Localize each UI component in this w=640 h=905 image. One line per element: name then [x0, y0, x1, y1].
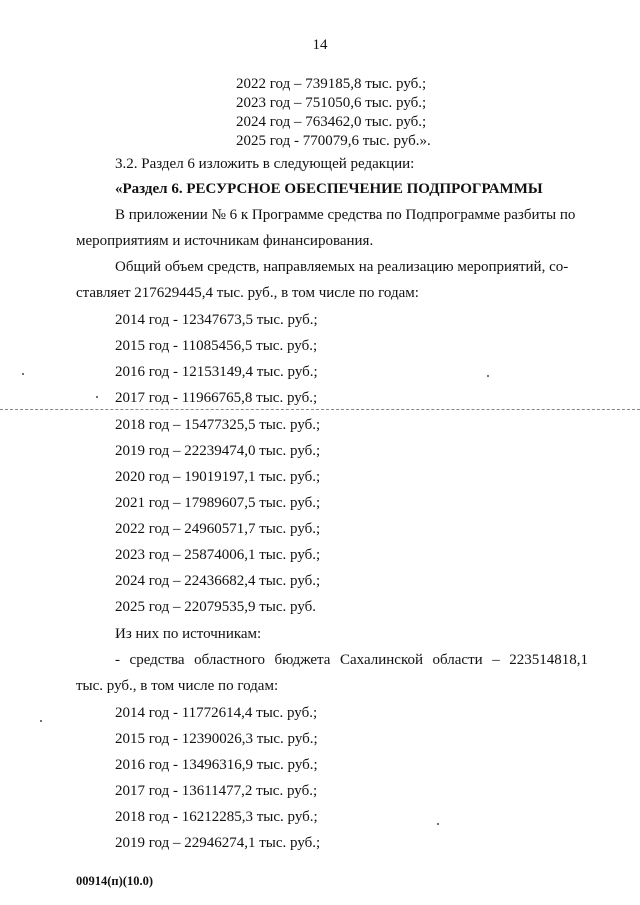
regional-year-line: 2015 год - 12390026,3 тыс. руб.; [115, 731, 318, 747]
regional-year-line: 2016 год - 13496316,9 тыс. руб.; [115, 757, 318, 773]
total-year-line: 2023 год – 25874006,1 тыс. руб.; [115, 547, 321, 563]
page-number: 14 [312, 37, 328, 53]
sources-intro: Из них по источникам: [115, 626, 262, 642]
total-year-line: 2017 год - 11966765,8 тыс. руб.; [115, 390, 318, 406]
regional-budget-line: тыс. руб., в том числе по годам: [76, 678, 279, 694]
scan-speck [22, 373, 24, 375]
total-year-line: 2025 год – 22079535,9 тыс. руб. [115, 599, 317, 615]
document-code: 00914(п)(10.0) [76, 874, 153, 888]
top-year-line: 2024 год – 763462,0 тыс. руб.; [236, 114, 427, 130]
scan-speck [437, 823, 439, 825]
top-year-line: 2022 год – 739185,8 тыс. руб.; [236, 76, 427, 92]
regional-budget-line: - средства областного бюджета Сахалинской области – 223514818,1 [115, 652, 588, 668]
regional-year-line: 2019 год – 22946274,1 тыс. руб.; [115, 835, 321, 851]
scan-speck [96, 396, 98, 398]
total-year-line: 2015 год - 11085456,5 тыс. руб.; [115, 338, 318, 354]
paragraph-line: ставляет 217629445,4 тыс. руб., в том числе по годам: [76, 285, 419, 301]
section-heading: «Раздел 6. РЕСУРСНОЕ ОБЕСПЕЧЕНИЕ ПОДПРОГРАММЫ [115, 181, 543, 197]
total-year-line: 2020 год – 19019197,1 тыс. руб.; [115, 469, 321, 485]
top-year-line: 2023 год – 751050,6 тыс. руб.; [236, 95, 427, 111]
section-instruction: 3.2. Раздел 6 изложить в следующей редакции: [115, 156, 415, 172]
total-year-line: 2024 год – 22436682,4 тыс. руб.; [115, 573, 321, 589]
total-year-line: 2014 год - 12347673,5 тыс. руб.; [115, 312, 318, 328]
paragraph-line: В приложении № 6 к Программе средства по Подпрограмме разбиты по [115, 207, 576, 223]
total-year-line: 2021 год – 17989607,5 тыс. руб.; [115, 495, 321, 511]
total-year-line: 2018 год – 15477325,5 тыс. руб.; [115, 417, 321, 433]
total-year-line: 2016 год - 12153149,4 тыс. руб.; [115, 364, 318, 380]
regional-year-line: 2017 год - 13611477,2 тыс. руб.; [115, 783, 318, 799]
scan-fold-line [0, 409, 640, 410]
regional-year-line: 2014 год - 11772614,4 тыс. руб.; [115, 705, 318, 721]
regional-year-line: 2018 год - 16212285,3 тыс. руб.; [115, 809, 318, 825]
total-year-line: 2019 год – 22239474,0 тыс. руб.; [115, 443, 321, 459]
top-year-line: 2025 год - 770079,6 тыс. руб.». [236, 133, 431, 149]
total-year-line: 2022 год – 24960571,7 тыс. руб.; [115, 521, 321, 537]
scan-speck [40, 720, 42, 722]
scan-speck [487, 375, 489, 377]
paragraph-line: мероприятиям и источникам финансирования. [76, 233, 374, 249]
paragraph-line: Общий объем средств, направляемых на реализацию мероприятий, со- [115, 259, 569, 275]
